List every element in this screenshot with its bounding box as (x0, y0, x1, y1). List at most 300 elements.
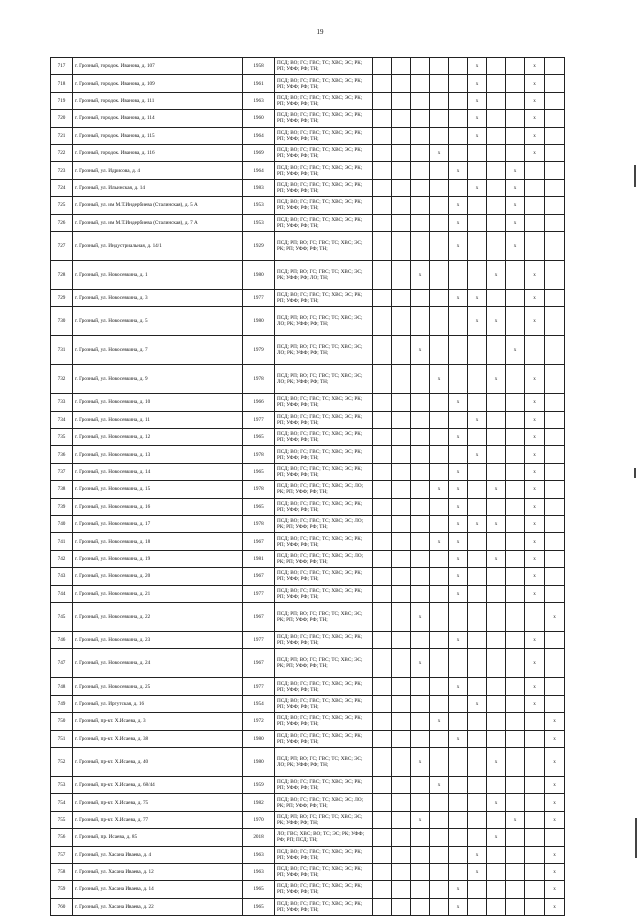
binding-mark (635, 818, 637, 858)
x-mark: x (456, 538, 460, 545)
mark-cell (468, 429, 487, 446)
row-number-cell: 732 (51, 365, 73, 394)
address-cell: г. Грозный, пр. Исаева, д. 85 (73, 829, 243, 846)
mark-cell (392, 846, 411, 863)
table-row (51, 75, 565, 92)
table-row (51, 649, 565, 678)
mark-cell (392, 58, 411, 75)
mark-cell (373, 92, 392, 109)
mark-cell (545, 881, 565, 898)
mark-cell (411, 730, 430, 747)
mark-cell (545, 179, 565, 196)
x-mark: x (437, 376, 441, 383)
x-mark: x (494, 376, 498, 383)
mark-cell (545, 307, 565, 336)
x-mark: x (475, 851, 479, 858)
mark-cell (430, 811, 449, 828)
table-row (51, 179, 565, 196)
x-mark: x (456, 590, 460, 597)
mark-cell (411, 649, 430, 678)
x-mark: x (418, 816, 422, 823)
x-mark: x (475, 451, 479, 458)
mark-cell (487, 336, 506, 365)
x-mark: x (456, 886, 460, 893)
systems-cell: ПСД; ВО; ГС; ГВС; ТС; ХВС; ЭС; РК; РП; УФФ; РФ; ТН; (275, 92, 373, 109)
year-cell: 1980 (243, 260, 275, 289)
table-row (51, 481, 565, 498)
mark-cell (430, 411, 449, 428)
mark-cell (506, 110, 525, 127)
mark-cell (506, 144, 525, 161)
table-row (51, 730, 565, 747)
address-cell: г. Грозный, ул. Новосевкина, д. 13 (73, 446, 243, 463)
x-mark: x (494, 318, 498, 325)
mark-cell (449, 695, 468, 712)
mark-cell (373, 144, 392, 161)
mark-cell (411, 231, 430, 260)
mark-cell (373, 260, 392, 289)
mark-cell (506, 730, 525, 747)
x-mark: x (437, 538, 441, 545)
mark-cell (525, 649, 545, 678)
mark-cell (411, 429, 430, 446)
year-cell: 1964 (243, 162, 275, 179)
mark-cell (430, 881, 449, 898)
mark-cell (392, 649, 411, 678)
x-mark: x (513, 347, 517, 354)
x-mark: x (475, 295, 479, 302)
mark-cell (506, 747, 525, 776)
x-mark: x (533, 97, 536, 104)
mark-cell (468, 162, 487, 179)
year-cell: 1978 (243, 481, 275, 498)
x-mark: x (475, 97, 479, 104)
mark-cell (411, 336, 430, 365)
table-row (51, 58, 565, 75)
table-row (51, 289, 565, 306)
mark-cell (392, 898, 411, 915)
mark-cell (373, 498, 392, 515)
year-cell: 1980 (243, 747, 275, 776)
mark-cell (449, 127, 468, 144)
year-cell: 1983 (243, 179, 275, 196)
mark-cell (411, 58, 430, 75)
systems-cell: ПСД; РП; ВО; ГС; ГВС; ТС; ХВС; ЭС; ЛО; РК; УФФ; РФ; ТН; (275, 747, 373, 776)
mark-cell (487, 533, 506, 550)
x-mark: x (513, 184, 517, 191)
mark-cell (468, 127, 487, 144)
year-cell: 1967 (243, 568, 275, 585)
row-number-cell: 730 (51, 307, 73, 336)
x-mark: x (533, 573, 536, 580)
year-cell: 1953 (243, 214, 275, 231)
x-mark: x (456, 469, 460, 476)
address-cell: г. Грозный, ул. Хасана Иваева, д. 4 (73, 846, 243, 863)
mark-cell (525, 429, 545, 446)
mark-cell (506, 446, 525, 463)
mark-cell (525, 127, 545, 144)
mark-cell (487, 713, 506, 730)
row-number-cell: 752 (51, 747, 73, 776)
mark-cell (487, 747, 506, 776)
x-mark: x (494, 834, 498, 841)
mark-cell (411, 747, 430, 776)
mark-cell (468, 776, 487, 793)
mark-cell (468, 881, 487, 898)
mark-cell (392, 533, 411, 550)
mark-cell (545, 898, 565, 915)
mark-cell (468, 289, 487, 306)
mark-cell (545, 92, 565, 109)
systems-cell: ПСД; ВО; ГС; ГВС; ТС; ХВС; ЭС; ЛО; РК; РП; УФФ; РФ; ТН; (275, 481, 373, 498)
systems-cell: ПСД; ВО; ГС; ГВС; ТС; ХВС; ЭС; РК; РП; УФФ; РФ; ТН; (275, 429, 373, 446)
systems-cell: ПСД; ВО; ГС; ГВС; ТС; ХВС; ЭС; РК; РП; УФФ; РФ; ТН; (275, 846, 373, 863)
mark-cell (392, 75, 411, 92)
x-mark: x (456, 573, 460, 580)
x-mark: x (533, 318, 536, 325)
mark-cell (487, 695, 506, 712)
table-row (51, 307, 565, 336)
mark-cell (449, 144, 468, 161)
mark-cell (545, 260, 565, 289)
mark-cell (373, 365, 392, 394)
mark-cell (373, 394, 392, 411)
mark-cell (525, 794, 545, 811)
x-mark: x (475, 115, 479, 122)
mark-cell (525, 898, 545, 915)
mark-cell (545, 481, 565, 498)
mark-cell (411, 463, 430, 480)
mark-cell (545, 550, 565, 567)
x-mark: x (418, 271, 422, 278)
mark-cell (411, 197, 430, 214)
mark-cell (430, 179, 449, 196)
mark-cell (506, 411, 525, 428)
x-mark: x (494, 556, 498, 562)
mark-cell (545, 568, 565, 585)
address-cell: г. Грозный, ул. Идрисова, д. 4 (73, 162, 243, 179)
mark-cell (411, 498, 430, 515)
mark-cell (392, 881, 411, 898)
mark-cell (411, 585, 430, 602)
mark-cell (411, 811, 430, 828)
mark-cell (392, 260, 411, 289)
mark-cell (545, 365, 565, 394)
mark-cell (487, 231, 506, 260)
binding-mark (634, 468, 636, 478)
mark-cell (468, 846, 487, 863)
table-row (51, 678, 565, 695)
mark-cell (373, 75, 392, 92)
table-row (51, 631, 565, 648)
mark-cell (506, 649, 525, 678)
mark-cell (468, 811, 487, 828)
address-cell: г. Грозный, ул. Новосевкина, д. 14 (73, 463, 243, 480)
address-cell: г. Грозный, городок. Иванова, д. 111 (73, 92, 243, 109)
mark-cell (373, 713, 392, 730)
x-mark: x (456, 434, 460, 441)
mark-cell (411, 550, 430, 567)
mark-cell (449, 533, 468, 550)
x-mark: x (456, 399, 460, 406)
mark-cell (545, 516, 565, 533)
mark-cell (392, 231, 411, 260)
mark-cell (392, 568, 411, 585)
x-mark: x (553, 816, 556, 823)
mark-cell (449, 429, 468, 446)
mark-cell (506, 695, 525, 712)
x-mark: x (533, 683, 536, 690)
mark-cell (487, 678, 506, 695)
mark-cell (468, 829, 487, 846)
mark-cell (487, 289, 506, 306)
mark-cell (392, 110, 411, 127)
row-number-cell: 750 (51, 713, 73, 730)
x-mark: x (513, 242, 517, 249)
table-row (51, 550, 565, 567)
mark-cell (430, 127, 449, 144)
mark-cell (468, 92, 487, 109)
year-cell: 1953 (243, 197, 275, 214)
x-mark: x (475, 700, 479, 707)
address-cell: г. Грозный, ул. Новосевкина, д. 12 (73, 429, 243, 446)
mark-cell (487, 863, 506, 880)
x-mark: x (456, 903, 460, 910)
mark-cell (411, 214, 430, 231)
mark-cell (430, 898, 449, 915)
mark-cell (525, 231, 545, 260)
row-number-cell: 745 (51, 602, 73, 631)
row-number-cell: 725 (51, 197, 73, 214)
table-row (51, 214, 565, 231)
row-number-cell: 736 (51, 446, 73, 463)
address-cell: г. Грозный, городок. Иванова, д. 109 (73, 75, 243, 92)
mark-cell (430, 533, 449, 550)
mark-cell (525, 307, 545, 336)
mark-cell (487, 730, 506, 747)
mark-cell (373, 214, 392, 231)
mark-cell (373, 197, 392, 214)
row-number-cell: 720 (51, 110, 73, 127)
row-number-cell: 734 (51, 411, 73, 428)
x-mark: x (456, 556, 460, 562)
systems-cell: ПСД; РП; ВО; ГС; ГВС; ТС; ХВС; ЭС; РК; УФФ; РФ; ТН; (275, 811, 373, 828)
x-mark: x (553, 886, 556, 893)
mark-cell (430, 713, 449, 730)
row-number-cell: 721 (51, 127, 73, 144)
mark-cell (545, 75, 565, 92)
row-number-cell: 723 (51, 162, 73, 179)
address-cell: г. Грозный, ул. Хасана Иваева, д. 12 (73, 863, 243, 880)
mark-cell (545, 289, 565, 306)
table-row (51, 602, 565, 631)
mark-cell (506, 678, 525, 695)
x-mark: x (533, 556, 536, 562)
table-row (51, 394, 565, 411)
mark-cell (392, 516, 411, 533)
year-cell: 1929 (243, 231, 275, 260)
address-cell: г. Грозный, ул. Новосевкина, д. 16 (73, 498, 243, 515)
mark-cell (373, 602, 392, 631)
x-mark: x (475, 521, 479, 528)
x-mark: x (456, 219, 460, 226)
mark-cell (430, 289, 449, 306)
mark-cell (411, 481, 430, 498)
mark-cell (468, 631, 487, 648)
address-cell: г. Грозный, ул. Новосевкина, д. 18 (73, 533, 243, 550)
x-mark: x (475, 318, 479, 325)
address-cell: г. Грозный, ул. Новосевкина, д. 7 (73, 336, 243, 365)
mark-cell (373, 550, 392, 567)
systems-cell: ПСД; ВО; ГС; ГВС; ТС; ХВС; ЭС; РК; РП; УФФ; РФ; ТН; (275, 730, 373, 747)
mark-cell (392, 179, 411, 196)
mark-cell (506, 463, 525, 480)
mark-cell (449, 162, 468, 179)
address-cell: г. Грозный, ул. Хасана Иваева, д. 22 (73, 898, 243, 915)
table-row (51, 463, 565, 480)
systems-cell: ПСД; ВО; ГС; ГВС; ТС; ХВС; ЭС; РК; РП; УФФ; РФ; ТН; (275, 162, 373, 179)
mark-cell (468, 568, 487, 585)
mark-cell (487, 92, 506, 109)
row-number-cell: 760 (51, 898, 73, 915)
mark-cell (487, 179, 506, 196)
address-cell: г. Грозный, ул. Новосевкина, д. 1 (73, 260, 243, 289)
mark-cell (468, 231, 487, 260)
x-mark: x (533, 538, 536, 545)
mark-cell (506, 713, 525, 730)
mark-cell (545, 695, 565, 712)
mark-cell (545, 336, 565, 365)
mark-cell (392, 585, 411, 602)
table-row (51, 162, 565, 179)
systems-cell: ПСД; ВО; ГС; ГВС; ТС; ХВС; ЭС; РК; РП; УФФ; РФ; ТН; (275, 75, 373, 92)
row-number-cell: 717 (51, 58, 73, 75)
mark-cell (411, 289, 430, 306)
x-mark: x (456, 683, 460, 690)
mark-cell (506, 585, 525, 602)
mark-cell (430, 394, 449, 411)
table-row (51, 498, 565, 515)
year-cell: 1954 (243, 695, 275, 712)
mark-cell (449, 289, 468, 306)
mark-cell (487, 602, 506, 631)
mark-cell (525, 214, 545, 231)
systems-cell: ПСД; ВО; ГС; ГВС; ТС; ХВС; ЭС; РК; РП; УФФ; РФ; ТН; (275, 533, 373, 550)
table-row (51, 516, 565, 533)
mark-cell (468, 179, 487, 196)
mark-cell (506, 92, 525, 109)
mark-cell (545, 602, 565, 631)
row-number-cell: 749 (51, 695, 73, 712)
mark-cell (525, 550, 545, 567)
year-cell: 1963 (243, 92, 275, 109)
mark-cell (411, 144, 430, 161)
mark-cell (487, 446, 506, 463)
mark-cell (430, 110, 449, 127)
mark-cell (373, 127, 392, 144)
mark-cell (487, 811, 506, 828)
mark-cell (468, 110, 487, 127)
year-cell: 1966 (243, 394, 275, 411)
x-mark: x (475, 416, 479, 423)
mark-cell (468, 730, 487, 747)
mark-cell (506, 127, 525, 144)
address-cell: г. Грозный, ул. им М.Т.Индербиева (Сталинская), д. 5 А (73, 197, 243, 214)
mark-cell (506, 533, 525, 550)
mark-cell (487, 898, 506, 915)
mark-cell (411, 162, 430, 179)
mark-cell (525, 394, 545, 411)
mark-cell (468, 214, 487, 231)
mark-cell (411, 394, 430, 411)
mark-cell (373, 463, 392, 480)
row-number-cell: 726 (51, 214, 73, 231)
mark-cell (430, 481, 449, 498)
mark-cell (430, 365, 449, 394)
mark-cell (392, 631, 411, 648)
mark-cell (449, 92, 468, 109)
mark-cell (449, 829, 468, 846)
mark-cell (392, 481, 411, 498)
mark-cell (487, 829, 506, 846)
table-row (51, 365, 565, 394)
x-mark: x (533, 700, 536, 707)
systems-cell: ПСД; РП; ВО; ГС; ГВС; ТС; ХВС; ЭС; ЛО; РК; УФФ; РФ; ТН; (275, 336, 373, 365)
x-mark: x (533, 132, 536, 139)
mark-cell (449, 678, 468, 695)
year-cell: 1977 (243, 678, 275, 695)
mark-cell (373, 231, 392, 260)
mark-cell (468, 649, 487, 678)
mark-cell (373, 110, 392, 127)
mark-cell (373, 429, 392, 446)
row-number-cell: 748 (51, 678, 73, 695)
mark-cell (506, 58, 525, 75)
mark-cell (449, 231, 468, 260)
mark-cell (525, 829, 545, 846)
mark-cell (468, 695, 487, 712)
x-mark: x (494, 486, 498, 493)
mark-cell (373, 307, 392, 336)
mark-cell (506, 179, 525, 196)
x-mark: x (513, 816, 517, 823)
mark-cell (430, 776, 449, 793)
address-cell: г. Грозный, ул. Иргутская, д. 16 (73, 695, 243, 712)
mark-cell (449, 446, 468, 463)
x-mark: x (456, 735, 460, 742)
mark-cell (545, 730, 565, 747)
mark-cell (506, 602, 525, 631)
x-mark: x (513, 219, 517, 226)
mark-cell (411, 794, 430, 811)
mark-cell (506, 289, 525, 306)
row-number-cell: 727 (51, 231, 73, 260)
x-mark: x (553, 613, 556, 620)
x-mark: x (418, 613, 422, 620)
table-row (51, 127, 565, 144)
year-cell: 1977 (243, 585, 275, 602)
year-cell: 1977 (243, 289, 275, 306)
mark-cell (545, 197, 565, 214)
mark-cell (430, 336, 449, 365)
mark-cell (487, 881, 506, 898)
year-cell: 1967 (243, 533, 275, 550)
mark-cell (430, 260, 449, 289)
x-mark: x (494, 271, 498, 278)
x-mark: x (533, 660, 536, 667)
mark-cell (392, 463, 411, 480)
mark-cell (411, 846, 430, 863)
